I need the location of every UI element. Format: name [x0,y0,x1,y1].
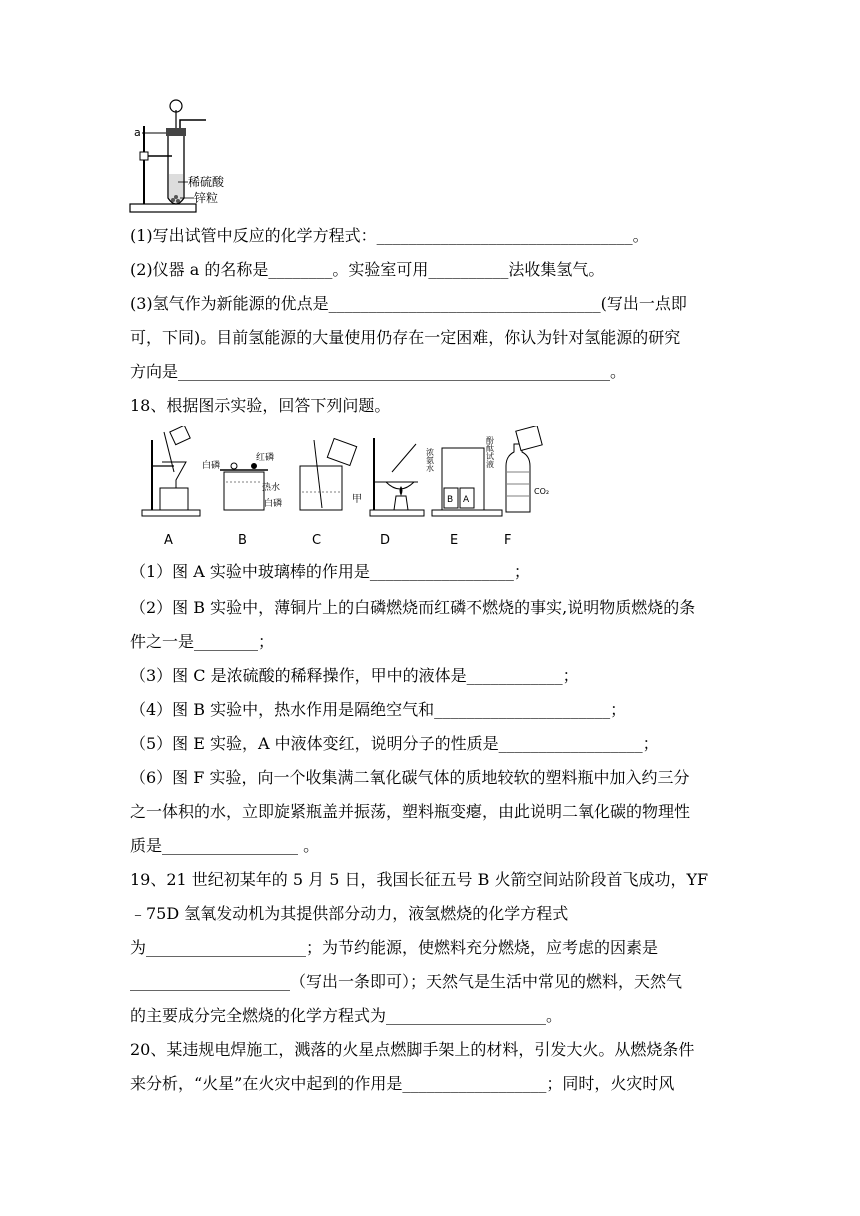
q17-part1: (1)写出试管中反应的化学方程式：________________________________。 [130,226,649,245]
fig-label-a: A [164,533,173,548]
experiment-b-drawing [202,451,282,510]
q19-line-e: 的主要成分完全燃烧的化学方程式为____________________。 [130,1006,563,1025]
q18-line6c: 质是_________________ 。 [130,836,320,855]
q18-line4: （4）图 B 实验中，热水作用是隔绝空气和______________________； [130,700,627,719]
q18-line2a: （2）图 B 实验中，薄铜片上的白磷燃烧而红磷不燃烧的事实,说明物质燃烧的条 [130,598,696,617]
q19-line-c: 为____________________；为节约能源，使燃料充分燃烧，应考虑的因素是 [130,938,659,957]
q19-line-a: 19、21 世纪初某年的 5 月 5 日，我国长征五号 B 火箭空间站阶段首飞成功，YF [130,870,709,889]
e-label-ammonia: 浓氨水 [425,448,435,472]
b-label-red-p: 红磷 [256,453,275,463]
fig-label-b: B [238,533,247,548]
q18-line5: （5）图 E 实验，A 中液体变红，说明分子的性质是__________________； [130,734,659,753]
f-label-co2: CO₂ [534,487,550,496]
b-label-hot-water: 热水 [262,483,281,493]
experiment-c-drawing [300,438,362,510]
experiments-figure [134,426,564,550]
q18-line2b: 件之一是________； [130,632,275,651]
experiment-a-drawing [142,426,200,516]
q18-line6a: （6）图 F 实验，向一个收集满二氧化碳气体的质地较软的塑料瓶中加入约三分 [130,768,690,787]
label-a: a [134,126,141,139]
e-label-b: B [447,495,454,505]
q20-line-a: 20、某违规电焊施工，溅落的火星点燃脚手架上的材料，引发大火。从燃烧条件 [130,1040,695,1059]
fig-label-f: F [504,533,512,548]
q19-line-b: ﹣75D 氢氧发动机为其提供部分动力，液氢燃烧的化学方程式 [130,904,569,923]
q19-line-d: ____________________（写出一条即可）；天然气是生活中常见的燃料，天然气 [130,972,683,991]
hydrogen-apparatus-figure [128,98,238,216]
q17-part3b: 可，下同)。目前氢能源的大量使用仍存在一定困难，你认为针对氢能源的研究 [130,328,681,347]
experiment-d-drawing [370,438,424,516]
b-label-white-p-top: 白磷 [202,461,221,471]
q17-part2: (2)仪器 a 的名称是________。实验室可用__________法收集氢气。 [130,260,605,279]
fig-label-c: C [312,533,322,548]
e-label-phenolphthalein: 酚酞试液 [485,436,495,468]
q18-line6b: 之一体积的水，立即旋紧瓶盖并振荡，塑料瓶变瘪，由此说明二氧化碳的物理性 [130,802,691,821]
b-label-white-p-bottom: 白磷 [264,499,283,509]
experiment-e-drawing [426,435,503,516]
q20-line-b: 来分析，“火星”在火灾中起到的作用是__________________；同时，火灾时风 [130,1074,675,1093]
experiment-f-drawing [506,426,549,512]
label-dilute-sulfuric-acid: 稀硫酸 [188,175,225,189]
q17-part3a: (3)氢气作为新能源的优点是__________________________________(写出一点即 [130,294,687,313]
fig-label-d: D [380,533,391,548]
q18-line3: （3）图 C 是浓硫酸的稀释操作，甲中的液体是____________； [130,666,579,685]
q17-part3c: 方向是______________________________________________________。 [130,362,627,381]
c-label-jia: 甲 [352,494,362,505]
fig-label-e: E [450,533,459,548]
q18-title: 18、根据图示实验，回答下列问题。 [130,396,391,415]
label-zinc-granules: 锌粒 [194,191,219,205]
e-label-a: A [463,495,470,505]
q18-line1: （1）图 A 实验中玻璃棒的作用是__________________； [130,562,530,581]
